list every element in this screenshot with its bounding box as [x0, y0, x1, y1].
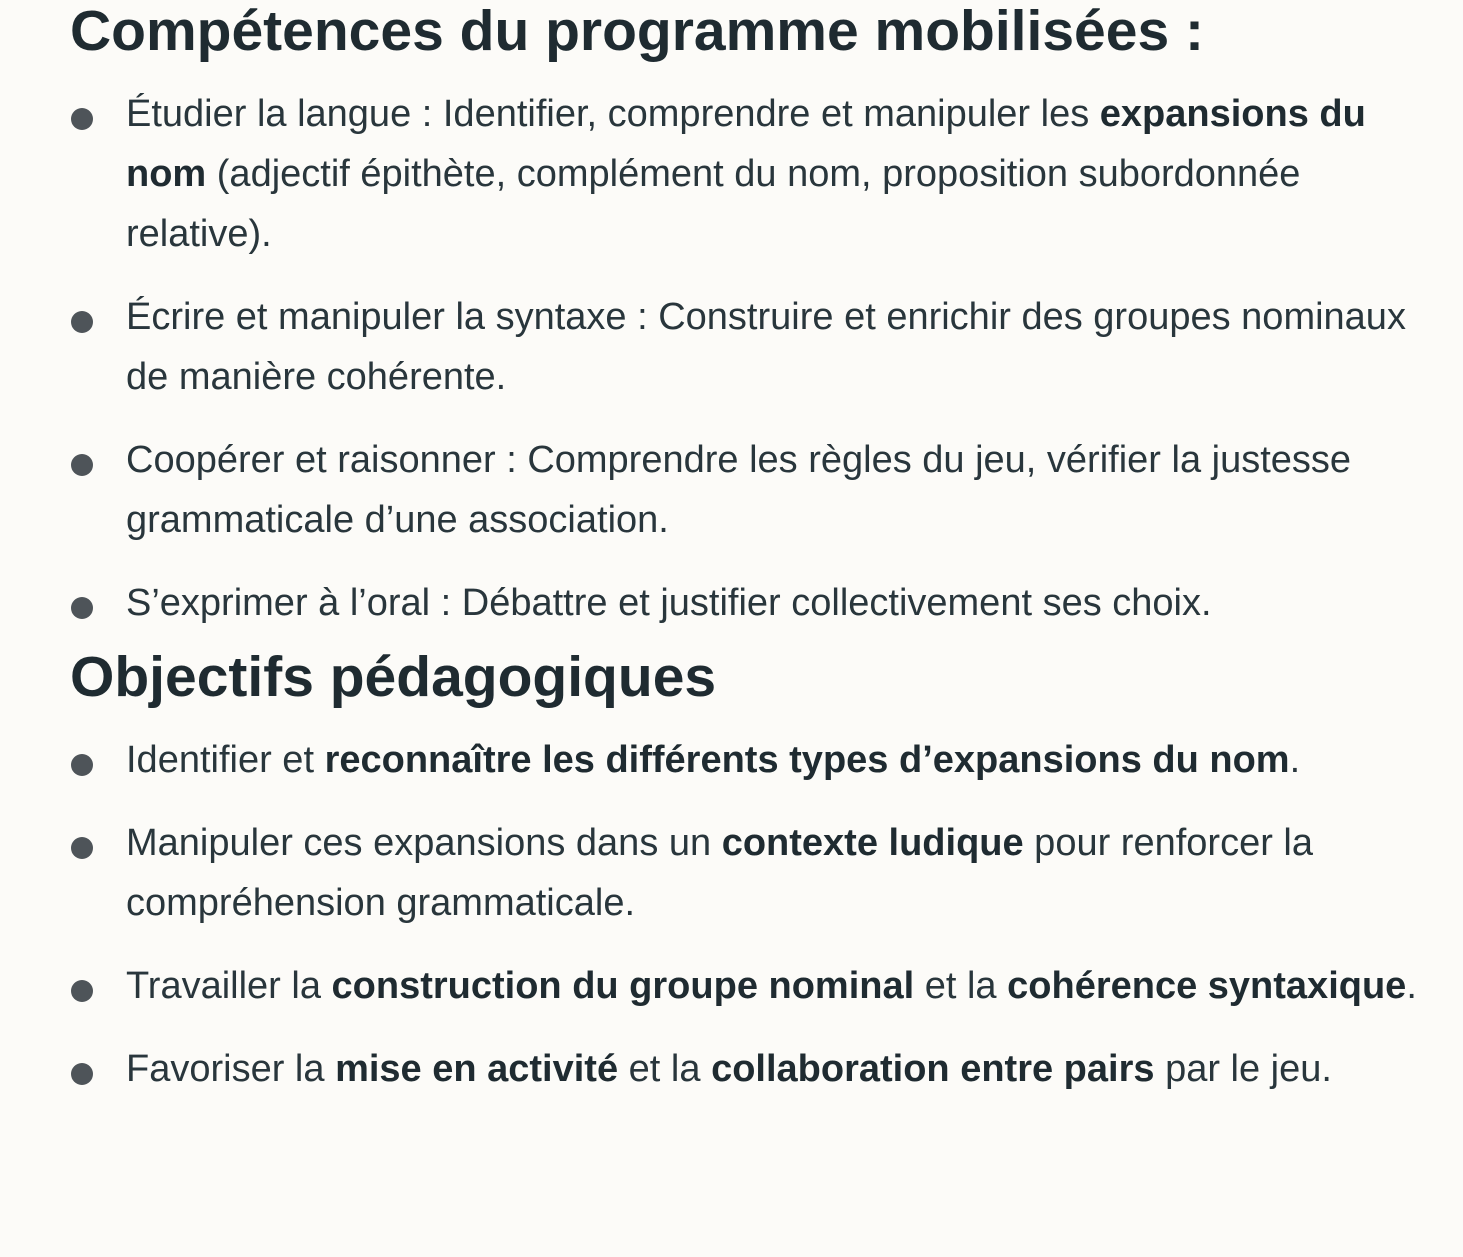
list-item: [70, 730, 1445, 790]
item-text: Manipuler ces expansions dans un: [126, 822, 722, 864]
list-item: [70, 287, 1445, 407]
section-heading-objectifs: Objectifs pédagogiques: [70, 645, 717, 709]
list-item: [70, 1039, 1445, 1099]
document: [0, 1, 1445, 1099]
list-item: [70, 573, 1445, 633]
item-text: .: [1406, 965, 1417, 1007]
item-text: Favoriser la: [126, 1048, 336, 1090]
emphasis-text: expansions du nom: [126, 93, 1366, 195]
emphasis-text: reconnaître les différents types d’expansions du nom: [324, 739, 1290, 781]
emphasis-text: mise en activité: [335, 1048, 619, 1090]
item-text: et la: [618, 1048, 712, 1090]
list-item: [70, 813, 1445, 933]
item-text: Écrire et manipuler la syntaxe : Construire et enrichir des groupes nominaux de manière cohérente.: [126, 296, 1406, 398]
item-text: Coopérer et raisonner : Comprendre les règles du jeu, vérifier la justesse grammaticale d’une association.: [126, 439, 1352, 541]
emphasis-text: construction du groupe nominal: [331, 965, 915, 1007]
emphasis-text: cohérence syntaxique: [1007, 965, 1407, 1007]
item-text: pour renforcer la compréhension grammaticale.: [126, 822, 1313, 924]
item-text: Identifier et: [126, 739, 325, 781]
section-heading-competences: Compétences du programme mobilisées :: [70, 0, 1204, 63]
list-item: [70, 84, 1445, 264]
item-text: .: [1289, 739, 1301, 781]
emphasis-text: contexte ludique: [721, 822, 1024, 864]
item-text: et la: [914, 965, 1008, 1007]
item-text: S’exprimer à l’oral : Débattre et justifier collectivement ses choix.: [126, 582, 1212, 624]
emphasis-text: collaboration entre pairs: [711, 1048, 1155, 1090]
list-item: [70, 956, 1445, 1016]
item-text: Étudier la langue : Identifier, comprendre et manipuler les: [126, 93, 1100, 135]
item-text: Travailler la: [126, 965, 332, 1007]
list-item: [70, 430, 1445, 550]
objectifs-list: [70, 730, 1445, 1099]
competences-list: [70, 84, 1445, 633]
item-text: (adjectif épithète, complément du nom, proposition subordonnée relative).: [126, 153, 1301, 255]
item-text: par le jeu.: [1154, 1048, 1332, 1090]
